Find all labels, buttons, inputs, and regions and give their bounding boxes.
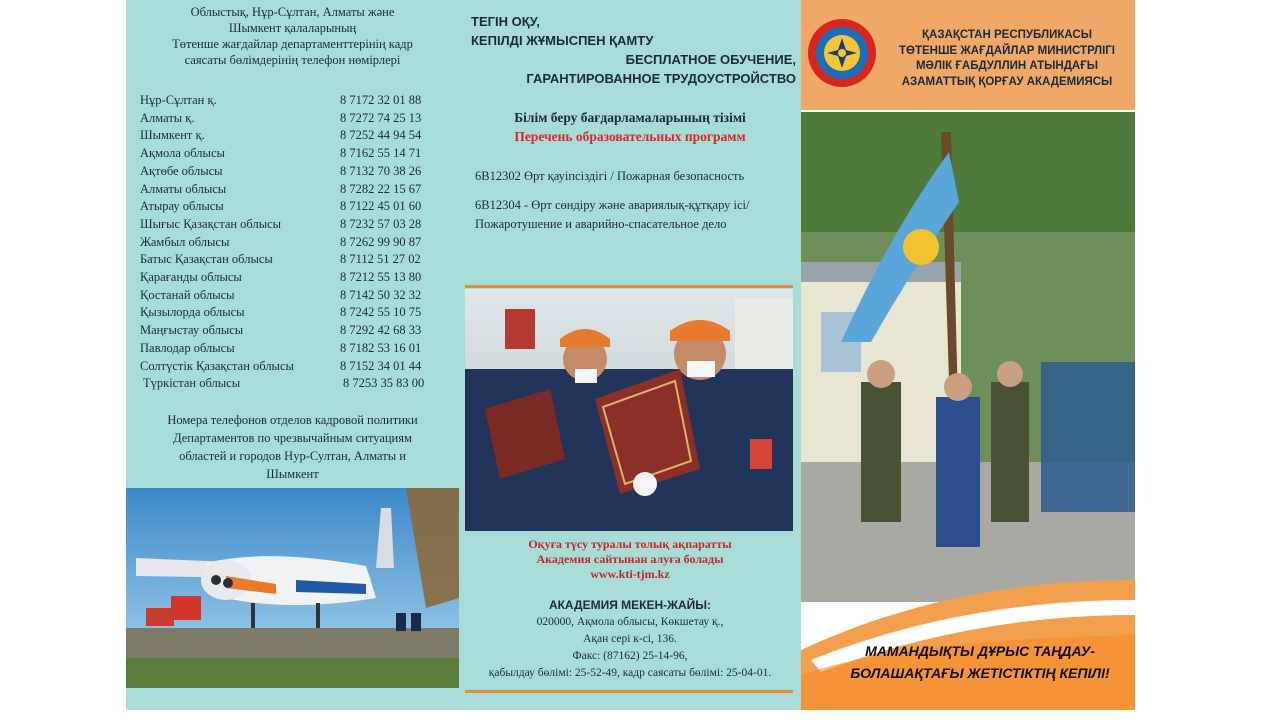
address-heading: АКАДЕМИЯ МЕКЕН-ЖАЙЫ: xyxy=(548,598,712,612)
right-panel xyxy=(801,0,1135,710)
region-name: Ақмола облысы xyxy=(140,146,225,161)
region-name: Жамбыл облысы xyxy=(140,234,230,249)
region-name: Ақтөбе облысы xyxy=(140,163,223,178)
region-name: Маңғыстау облысы xyxy=(140,323,244,338)
oath-ceremony-photo xyxy=(465,289,793,531)
phone-row xyxy=(140,251,450,269)
phone-number: 8 7242 55 10 75 xyxy=(340,305,422,320)
phone-number: 8 7292 42 68 33 xyxy=(340,323,422,338)
academy-emblem-icon xyxy=(807,18,877,88)
phone-number: 8 7262 99 90 87 xyxy=(340,234,422,249)
phone-row xyxy=(140,92,450,110)
phone-number: 8 7172 32 01 88 xyxy=(340,93,422,107)
phone-list xyxy=(140,92,450,393)
footer-line: Департаментов по чрезвычайным ситуациям xyxy=(173,431,412,445)
region-name: Батыс Қазақстан облысы xyxy=(140,252,273,267)
header-line: Шымкент қалаларының xyxy=(228,21,357,35)
admission-line: Оқуға түсу туралы толық ақпаратты xyxy=(528,537,732,551)
title-line: ТЕГІН ОҚУ, xyxy=(471,14,540,29)
program-item xyxy=(475,196,800,234)
phone-row xyxy=(140,216,450,234)
region-name: Қызылорда облысы xyxy=(140,305,245,320)
slogan xyxy=(827,640,1133,684)
phone-directory-header xyxy=(132,4,453,68)
program-item: 6В12302 Өрт қауіпсіздігі / Пожарная безопасность xyxy=(475,169,745,183)
phone-number: 8 7253 35 83 00 xyxy=(343,376,425,391)
academy-header xyxy=(801,0,1135,110)
phone-row xyxy=(140,287,450,305)
phone-directory-footer xyxy=(132,411,453,483)
slogan-line: БОЛАШАҚТАҒЫ ЖЕТІСТІКТІҢ КЕПІЛІ! xyxy=(850,665,1110,681)
aircraft-rescue-photo xyxy=(126,488,459,688)
academy-address xyxy=(459,597,801,682)
programs-heading xyxy=(459,108,801,146)
phone-row xyxy=(140,375,450,393)
programs-title-ru: Перечень образовательных программ xyxy=(514,129,746,144)
region-name: Шығыс Қазақстан облысы xyxy=(140,216,282,231)
phone-row xyxy=(140,234,450,252)
header-line: саясаты бөлімдерінің телефон нөмірлері xyxy=(184,53,401,67)
region-name: Шымкент қ. xyxy=(140,128,205,143)
academy-name-line: ТӨТЕНШЕ ЖАҒДАЙЛАР МИНИСТРЛІГІ xyxy=(899,44,1115,57)
footer-line: Шымкент xyxy=(266,467,319,481)
left-panel xyxy=(126,0,459,710)
phone-row xyxy=(140,358,450,376)
program-line: Пожаротушение и аварийно-спасательное дело xyxy=(475,217,727,231)
phone-row xyxy=(140,145,450,163)
phone-number: 8 7252 44 94 54 xyxy=(340,128,422,143)
parade-photo xyxy=(801,112,1135,602)
divider xyxy=(465,690,793,693)
address-line: 020000, Ақмола облысы, Көкшетау қ., xyxy=(536,616,724,628)
phone-row xyxy=(140,181,450,199)
phone-row xyxy=(140,304,450,322)
academy-name-line: ҚАЗАҚСТАН РЕСПУБЛИКАСЫ xyxy=(922,29,1092,41)
title-line: БЕСПЛАТНОЕ ОБУЧЕНИЕ, xyxy=(625,52,796,67)
region-name: Қостанай облысы xyxy=(140,287,235,302)
phone-number: 8 7112 51 27 02 xyxy=(340,252,421,267)
academy-name-line: АЗАМАТТЫҚ ҚОРҒАУ АКАДЕМИЯСЫ xyxy=(901,75,1113,88)
admission-line: Академия сайтынан алуға болады xyxy=(536,552,724,566)
title-line: ГАРАНТИРОВАННОЕ ТРУДОУСТРОЙСТВО xyxy=(526,71,796,86)
address-line: Факс: (87162) 25-14-96, xyxy=(572,650,688,662)
phone-number: 8 7282 22 15 67 xyxy=(340,181,422,196)
phone-number: 8 7182 53 16 01 xyxy=(340,340,422,355)
region-name: Қарағанды облысы xyxy=(140,270,242,285)
title-line: КЕПІЛДІ ЖҰМЫСПЕН ҚАМТУ xyxy=(471,33,654,48)
region-name: Нұр-Сұлтан қ. xyxy=(140,93,217,107)
academy-name xyxy=(879,28,1135,90)
phone-number: 8 7142 50 32 32 xyxy=(340,287,422,302)
phone-number: 8 7122 45 01 60 xyxy=(340,199,422,214)
region-name: Алматы қ. xyxy=(140,110,195,125)
address-line: Ақан сері к-сі, 136. xyxy=(583,633,677,645)
admission-info xyxy=(459,537,801,582)
footer-line: Номера телефонов отделов кадровой политики xyxy=(167,413,418,427)
website-link[interactable]: www.kti-tjm.kz xyxy=(590,567,670,581)
region-name: Павлодар облысы xyxy=(140,340,235,355)
slogan-line: МАМАНДЫҚТЫ ДҰРЫС ТАҢДАУ- xyxy=(865,643,1095,659)
address-line: қабылдау бөлімі: 25-52-49, кадр саясаты бөлімі: 25-04-01. xyxy=(488,667,772,679)
phone-number: 8 7162 55 14 71 xyxy=(340,146,422,161)
phone-row xyxy=(140,198,450,216)
phone-number: 8 7152 34 01 44 xyxy=(340,358,422,373)
phone-row xyxy=(140,127,450,145)
phone-row xyxy=(140,269,450,287)
region-name: Алматы облысы xyxy=(140,181,227,196)
phone-row xyxy=(140,322,450,340)
phone-row xyxy=(140,340,450,358)
phone-row xyxy=(140,163,450,181)
header-line: Төтенше жағдайлар департаменттерінің кадр xyxy=(172,37,413,51)
header-line: Облыстық, Нұр-Сұлтан, Алматы және xyxy=(190,5,395,19)
region-name: Түркістан облысы xyxy=(143,376,241,391)
middle-panel xyxy=(459,0,801,710)
program-line: 6В12304 - Өрт сөндіру және авариялық-құтқару ісі/ xyxy=(475,198,750,212)
main-title xyxy=(471,12,796,88)
footer-line: областей и городов Нур-Султан, Алматы и xyxy=(179,449,406,463)
phone-number: 8 7232 57 03 28 xyxy=(340,216,422,231)
programs-title-kz: Білім беру бағдарламаларының тізімі xyxy=(514,110,746,125)
phone-number: 8 7132 70 38 26 xyxy=(340,163,422,178)
phone-number: 8 7272 74 25 13 xyxy=(340,110,422,125)
region-name: Атырау облысы xyxy=(140,199,224,214)
phone-number: 8 7212 55 13 80 xyxy=(340,270,422,285)
academy-name-line: МӘЛІК ҒАБДУЛЛИН АТЫНДАҒЫ xyxy=(915,60,1099,72)
region-name: Солтүстік Қазақстан облысы xyxy=(140,358,294,373)
divider xyxy=(465,285,793,288)
phone-row xyxy=(140,110,450,128)
